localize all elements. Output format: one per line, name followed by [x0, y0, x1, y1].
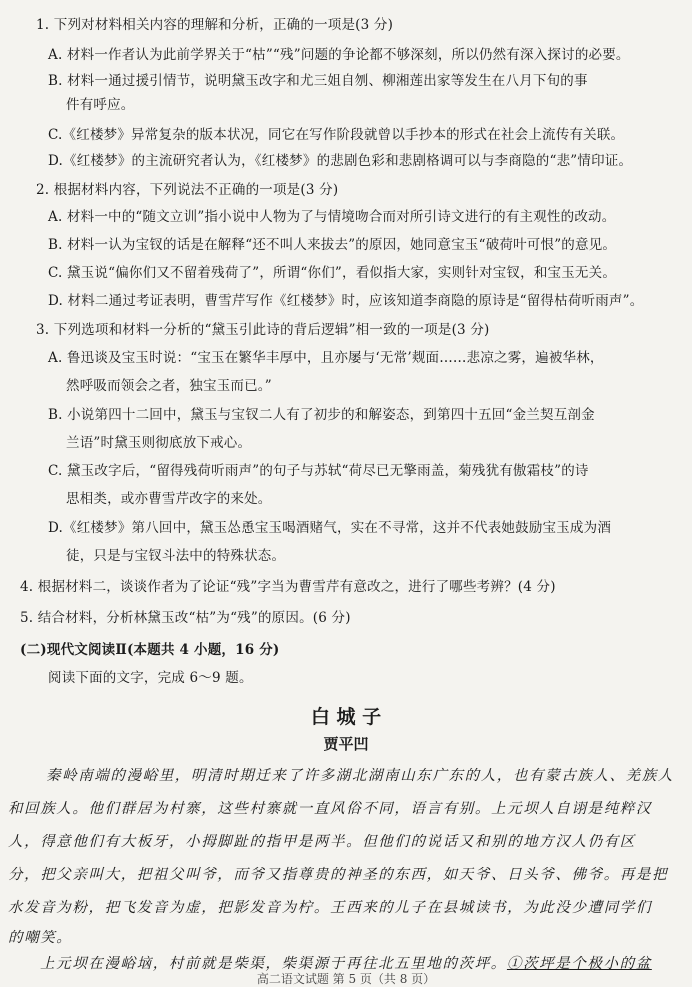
passage-author: 贾平凹: [323, 735, 369, 753]
passage-line: 和回族人。他们群居为村寨，这些村寨就一直风俗不同，语言有别。上元坝人自诩是纯粹汉: [8, 801, 652, 817]
q2-option-d: D. 材料二通过考证表明，曹雪芹写作《红楼梦》时，应该知道李商隐的原诗是“留得枯荷听雨声”。: [48, 293, 644, 309]
section-heading: (二)现代文阅读Ⅱ(本题共 4 小题，16 分): [20, 642, 280, 658]
q1-option-b: B. 材料一通过援引情节，说明黛玉改字和尤三姐自刎、柳湘莲出家等发生在八月下旬的事: [48, 73, 588, 89]
q3-option-d: D.《红楼梦》第八回中，黛玉怂恿宝玉喝酒赌气，实在不寻常，这并不代表她鼓励宝玉成为酒: [48, 520, 612, 536]
q2-stem: 2. 根据材料内容，下列说法不正确的一项是(3 分): [36, 182, 339, 198]
q1-stem: 1. 下列对材料相关内容的理解和分析，正确的一项是(3 分): [36, 17, 394, 33]
passage-text: 上元坝在漫峪垴，村前就是柴渠，柴渠源于再往北五里地的茨坪。: [40, 956, 507, 972]
passage-line: 水发音为粉，把飞发音为虚，把影发音为柠。王西来的儿子在县城读书，为此没少遭同学们: [8, 900, 652, 916]
passage-title: 白 城 子: [310, 706, 382, 728]
q3-option-a-cont: 然呼吸而领会之者，独宝玉而已。”: [66, 378, 272, 394]
q3-option-c-cont: 思相类，或亦曹雪芹改字的来处。: [66, 491, 272, 507]
reading-instruction: 阅读下面的文字，完成 6～9 题。: [48, 670, 253, 686]
passage-line: 的嘲笑。: [8, 930, 73, 946]
q5-stem: 5. 结合材料，分析林黛玉改“枯”为“残”的原因。(6 分): [20, 610, 351, 626]
q3-option-c: C. 黛玉改字后，“留得残荷听雨声”的句子与苏轼“荷尽已无擎雨盖，菊残犹有傲霜枝”的诗: [48, 463, 589, 479]
q4-stem: 4. 根据材料二，谈谈作者为了论证“残”字当为曹雪芹有意改之，进行了哪些考辨？(4 分): [20, 579, 556, 595]
q3-option-b-cont: 兰语”时黛玉则彻底放下戒心。: [66, 435, 252, 451]
q1-option-a: A. 材料一作者认为此前学界关于“枯”“残”问题的争论都不够深刻，所以仍然有深入探讨的必要。: [48, 47, 630, 63]
passage-line: 人，得意他们有大板牙，小拇脚趾的指甲是两半。但他们的说话又和别的地方汉人仍有区: [8, 834, 636, 850]
q3-stem: 3. 下列选项和材料一分析的“黛玉引此诗的背后逻辑”相一致的一项是(3 分): [36, 322, 490, 338]
q3-option-a: A. 鲁迅谈及宝玉时说：“宝玉在繁华丰厚中，且亦屡与‘无常’觌面……悲凉之雾，遍被华林，: [48, 350, 604, 366]
q1-option-c: C.《红楼梦》异常复杂的版本状况，同它在写作阶段就曾以手抄本的形式在社会上流传有关联。: [48, 127, 625, 143]
q3-option-d-cont: 徒，只是与宝钗斗法中的特殊状态。: [66, 548, 286, 564]
passage-line: 秦岭南端的漫峪里，明清时期迁来了许多湖北湖南山东广东的人，也有蒙古族人、羌族人: [46, 768, 674, 784]
q2-option-a: A. 材料一中的“随文立训”指小说中人物为了与情境吻合而对所引诗文进行的有主观性的改动。: [48, 209, 616, 225]
page-footer: 高二语文试题 第 5 页（共 8 页）: [256, 972, 436, 986]
q2-option-c: C. 黛玉说“偏你们又不留着残荷了”，所谓“你们”，看似指大家，实则针对宝钗，和宝玉无关。: [48, 265, 617, 281]
q3-option-b: B. 小说第四十二回中，黛玉与宝钗二人有了初步的和解姿态，到第四十五回“金兰契互剖金: [48, 407, 595, 423]
q1-option-b-cont: 件有呼应。: [66, 97, 135, 113]
q2-option-b: B. 材料一认为宝钗的话是在解释“还不叫人来拔去”的原因，她同意宝玉“破荷叶可恨”的意见。: [48, 237, 617, 253]
passage-line: 分，把父亲叫大，把祖父叫爷，而爷又指尊贵的神圣的东西，如天爷、日头爷、佛爷。再是把: [8, 867, 669, 883]
underlined-sentence: ①茨坪是个极小的盆: [506, 956, 652, 972]
q1-option-d: D.《红楼梦》的主流研究者认为，《红楼梦》的悲剧色彩和悲剧格调可以与李商隐的“悲”情印证。: [48, 153, 633, 169]
